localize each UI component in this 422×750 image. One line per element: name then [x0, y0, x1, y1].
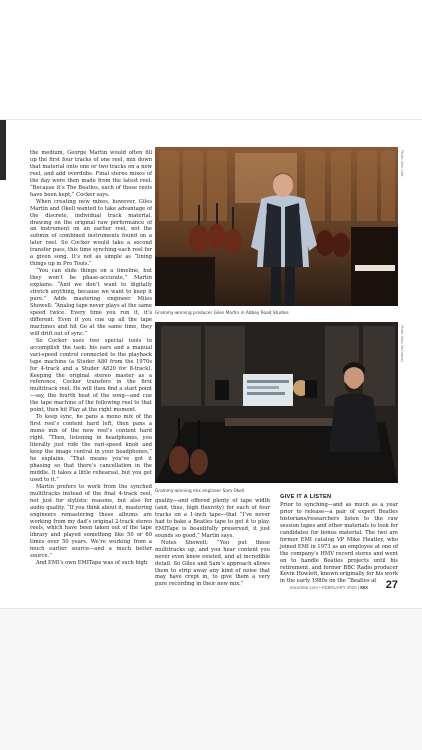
studio-photo [155, 147, 398, 306]
article-column-right [280, 494, 398, 585]
paragraph: When creating new mixes, however, Giles Martin and Okell wanted to take advantage of the discrete, individual track material, drawing on the original raw performance of an instrument on an earlier reel, not the submix of combined instruments found on a later reel. So Cocker would take a second transfer pass, this time synching each reel for a given song. It’s not as simple as “lining things up in Pro Tools.” [30, 198, 152, 268]
paragraph: And EMI’s own EMITape was of such high [36, 560, 148, 567]
paragraph: the medium, George Martin would often fill up the first four tracks of one reel, mix down that material onto one or two tracks on a new reel, and add overdubs. Final stereo mixes of the day were then made from the latest reel. “Because it’s The Beatles, each of those reels have been kept,” Cocker says. [30, 150, 152, 198]
site-url: mixonline.com [289, 585, 318, 590]
paragraph: Notes Showell: “You put those multitracks up, and you hear content you never even knew existed, and at incredible detail. So Giles and Sam’s approach allows them to strip away any kind of noise that may have crept in, to give them a very pure recording in their new mix.” [155, 539, 270, 588]
issue-date: FEBRUARY 2020 [321, 585, 357, 590]
paragraph: Prior to synching—and as much as a year prior to release—a pair of expert Beatles historians/researchers listen to the raw session tapes and other materials to look for candidates for bonus material. The two are former EMI catalog VP Mike Heatley, who joined EMI in 1973 as an employee at one of the company’s HMV record stores and went on to handle Beatles projects until his retirement, and former BBC Radio producer Kevin Howlett, known originally for his work in the early 1980s on the “Beatles at [280, 501, 398, 585]
paragraph: “You can slide things on a timeline, but they won’t be phase-accurate,” Martin explains. “And we don’t want to digitally stretch anything, because we want to keep it pure.” Adds mastering engineer Miles Showell: “Analog tape never plays at the same speed twice. Every time you run it, it’s different. Even if you cue up all the tape machines and hit Go at the same time, they will drift out of sync.” [30, 268, 152, 337]
separator: | [356, 585, 361, 590]
photo-credit: Photo: Alex Lake [400, 150, 404, 177]
paragraph: So Cocker uses two special tools to accomplish the task: his ears and a manual vari-speed control connected to the playback tape machine (a Studer A80 from the 1970s for 4-track and a Studer A820 for 8-track). Keeping the original stereo master as a reference, Cocker transfers in the first multitrack reel. He will then find a start point—say, the fourth beat of the song—and cue the tape machine of the following reel to that point, then hit Play at the right moment. [30, 337, 152, 414]
photo-caption: Grammy-winning producer Giles Martin in Abbey Road Studios [155, 310, 289, 315]
article-column-left [30, 150, 152, 590]
footer-site [290, 585, 368, 590]
photo-credit: Photo: Mary McCartney [400, 325, 404, 363]
section-heading: GIVE IT A LISTEN [280, 494, 332, 500]
photo-sam-okell [155, 322, 398, 483]
reader-background [0, 608, 422, 750]
paragraph: quality—and offered plenty of tape width (and, thus, high fluxivity) for each of four tracks on a 1-inch tape—that “I’ve never had to bake a Beatles tape to get it to play. EMITape is beautifully preserved, it just sounds so good,” Martin says. [155, 498, 270, 539]
page-footer [0, 579, 398, 595]
page-number: 27 [385, 579, 398, 591]
separator: • [317, 585, 322, 590]
photo-caption: Grammy-winning mix engineer Sam Okell [155, 488, 245, 493]
binding-edge [0, 120, 6, 180]
magazine-name: MIX [360, 585, 368, 590]
photo-giles-martin [155, 147, 398, 306]
studio-photo [155, 322, 398, 483]
article-column-middle [155, 498, 270, 588]
paragraph: To keep sync, he pans a mono mix of the first reel’s content hard left, then pans a mono mix of the new reel’s content hard right. “Then, listening in headphones, you literally just ride the vari-speed knob and keep the image central in your headphones,” he explains. “That means you’ve got it phasing so that there’s cancellation in the middle. It takes a little rehearsal, but you get used to it.” [30, 414, 152, 483]
paragraph: Martin prefers to work from the synched multitracks instead of the final 4-track reel, not just for stylistic reasons, but also for audio quality. “If you think about it, mastering engineers remastering these albums are working from my dad’s original 2-track stereo reels, which have been taken out of the tape library and played something like 50 or 60 times over 50 years. We’re working from a much earlier source—and a much better source.” [30, 483, 152, 560]
